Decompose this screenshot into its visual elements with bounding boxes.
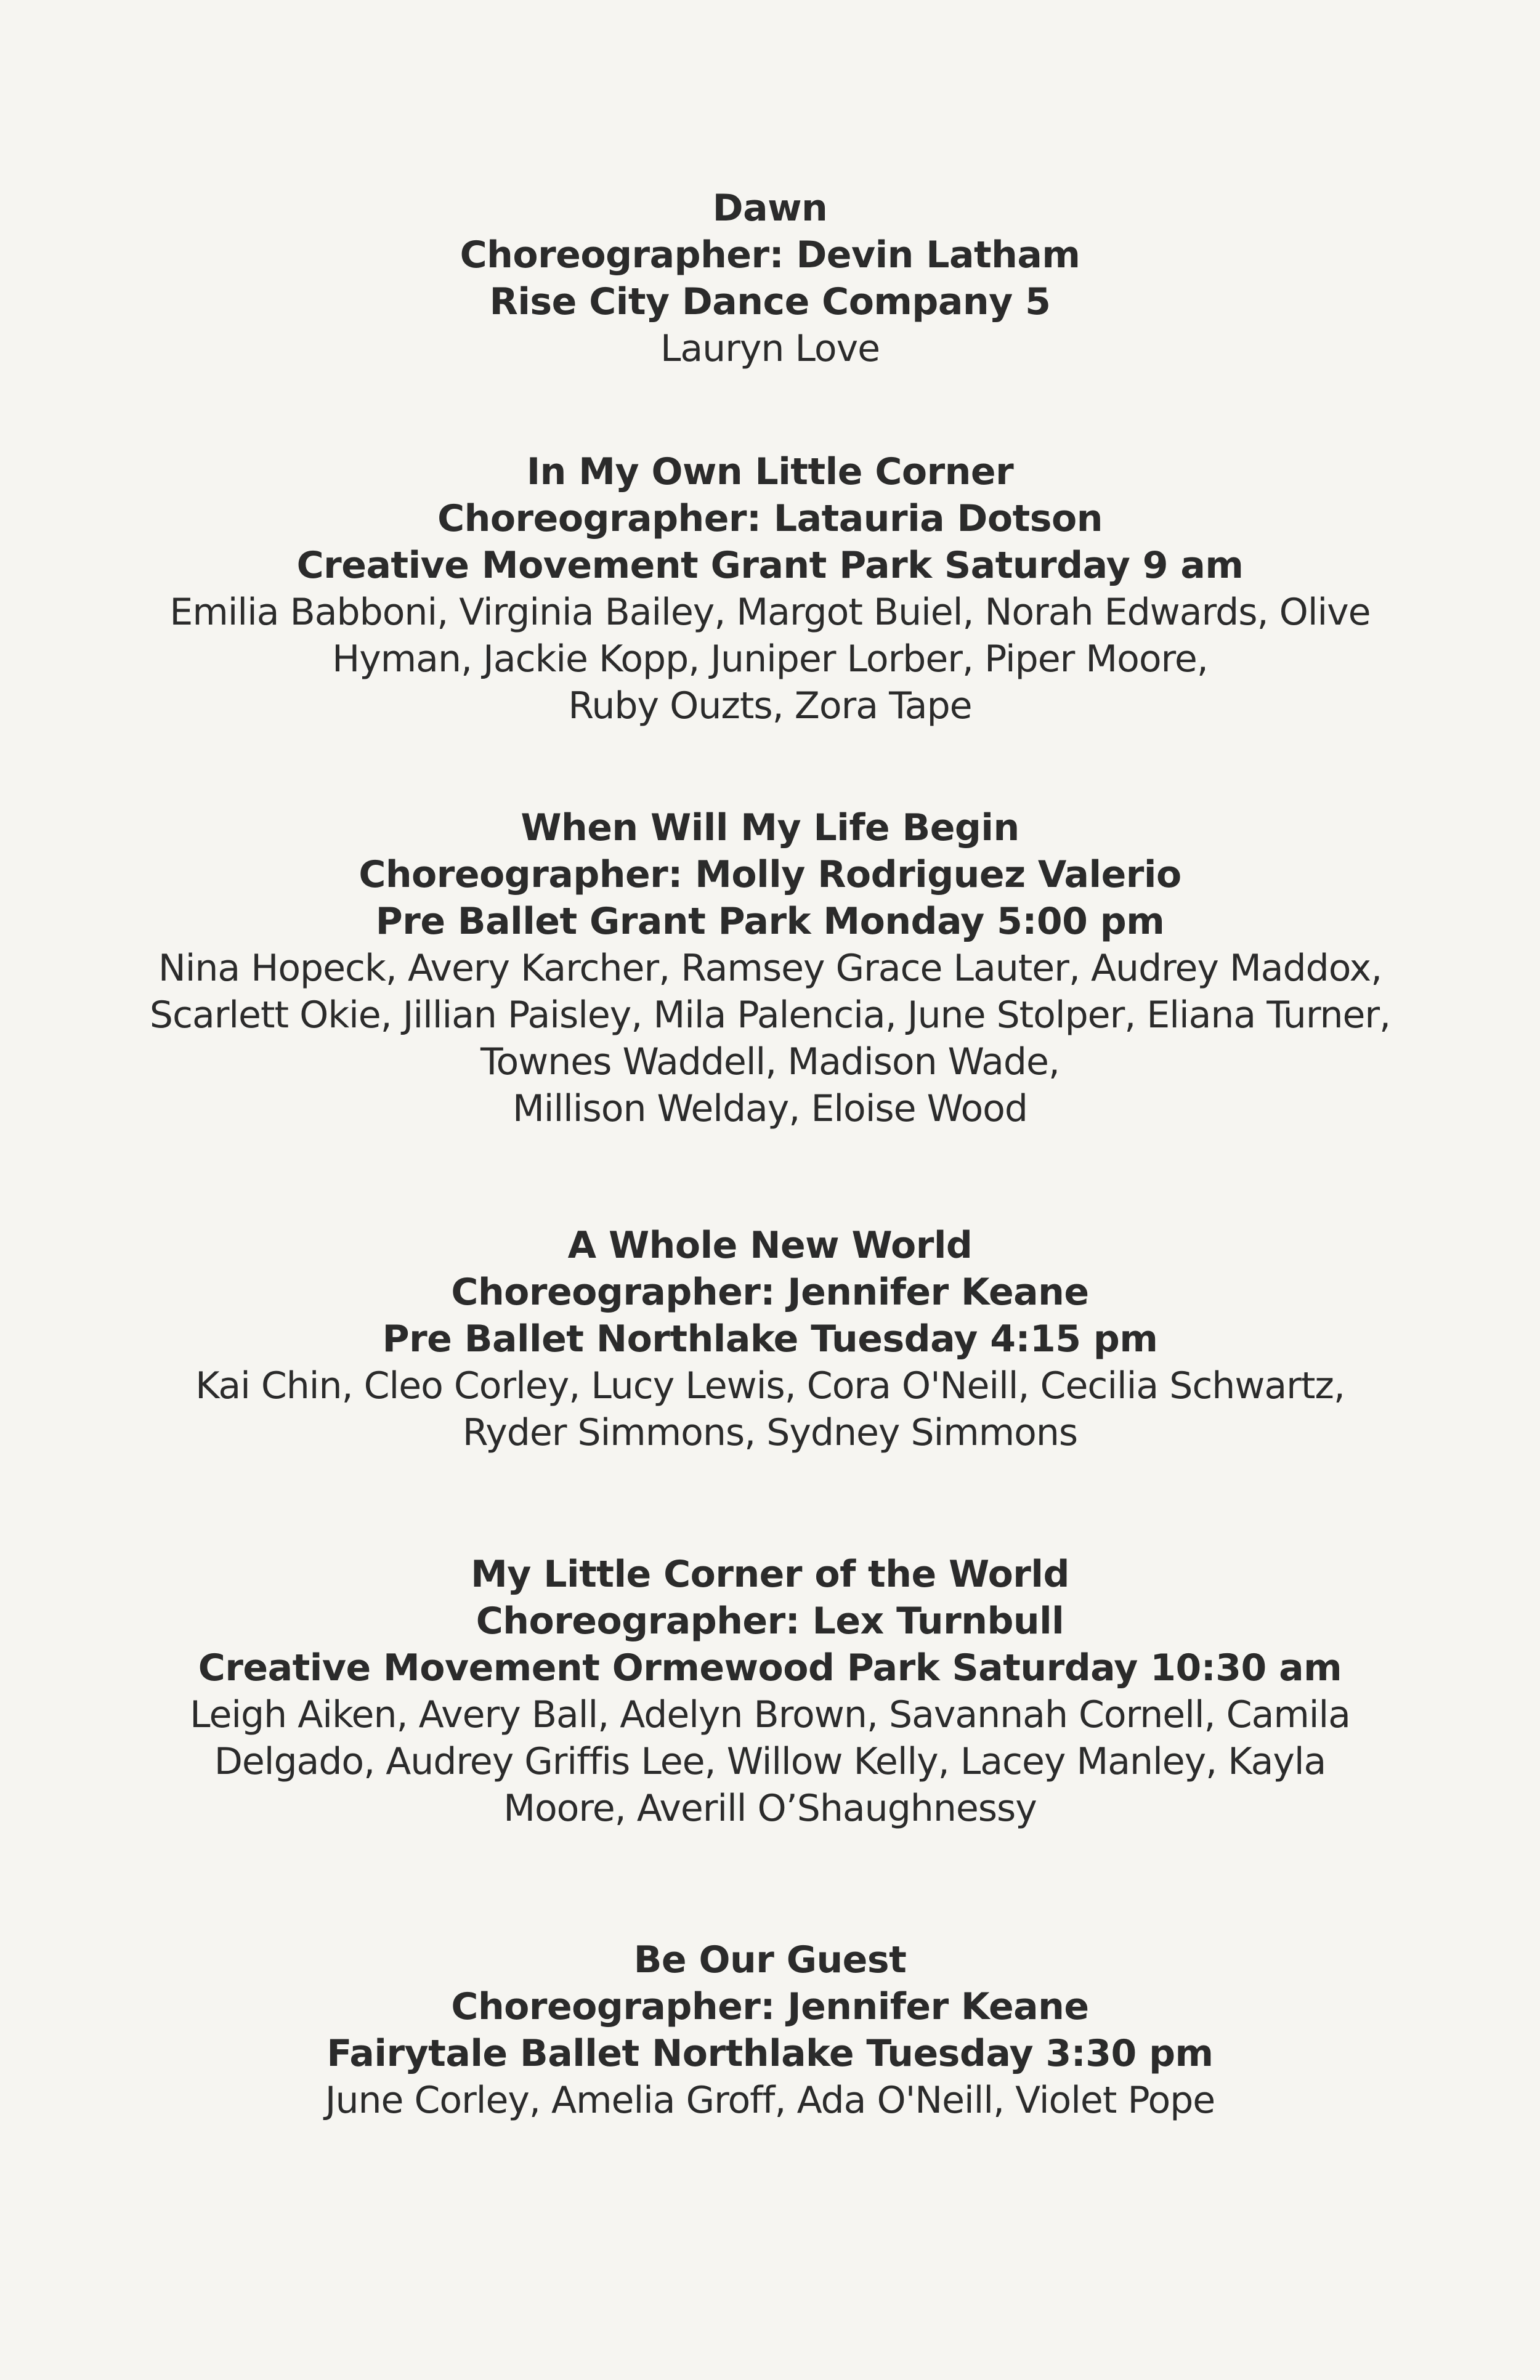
piece-title: My Little Corner of the World: [471, 1553, 1069, 1596]
class-name: Fairytale Ballet Northlake Tuesday 3:30 pm: [326, 2032, 1214, 2075]
dancer-list-line: Ryder Simmons, Sydney Simmons: [462, 1411, 1078, 1454]
dancer-list-line: Hyman, Jackie Kopp, Juniper Lorber, Piper Moore,: [332, 638, 1208, 681]
program-entry: [0, 804, 1540, 1132]
choreographer-line: Choreographer: Jennifer Keane: [451, 1271, 1089, 1314]
choreographer-line: Choreographer: Latauria Dotson: [437, 497, 1103, 540]
dancer-list-line: Leigh Aiken, Avery Ball, Adelyn Brown, Savannah Cornell, Camila: [190, 1693, 1350, 1736]
piece-title: A Whole New World: [567, 1224, 973, 1267]
dancer-list-line: Townes Waddell, Madison Wade,: [480, 1040, 1060, 1083]
class-name: Rise City Dance Company 5: [489, 280, 1051, 323]
program-entry: [0, 1937, 1540, 2124]
dancer-list-line: Scarlett Okie, Jillian Paisley, Mila Palencia, June Stolper, Eliana Turner,: [149, 994, 1391, 1037]
program-entry: [0, 1222, 1540, 1456]
dancer-list-line: Lauryn Love: [660, 327, 880, 370]
piece-title: Dawn: [712, 187, 828, 230]
dancer-list-line: June Corley, Amelia Groff, Ada O'Neill, Violet Pope: [325, 2079, 1215, 2122]
program-entry: [0, 1551, 1540, 1832]
class-name: Creative Movement Grant Park Saturday 9 am: [296, 544, 1244, 587]
class-name: Pre Ballet Northlake Tuesday 4:15 pm: [382, 1318, 1158, 1361]
program-entry: [0, 185, 1540, 372]
dancer-list-line: Millison Welday, Eloise Wood: [513, 1087, 1027, 1130]
choreographer-line: Choreographer: Devin Latham: [460, 233, 1080, 277]
piece-title: In My Own Little Corner: [526, 450, 1014, 493]
dancer-list-line: Kai Chin, Cleo Corley, Lucy Lewis, Cora O'Neill, Cecilia Schwartz,: [195, 1364, 1345, 1407]
piece-title: Be Our Guest: [633, 1938, 907, 1981]
class-name: Pre Ballet Grant Park Monday 5:00 pm: [375, 900, 1165, 943]
dancer-list-line: Ruby Ouzts, Zora Tape: [568, 684, 972, 727]
class-name: Creative Movement Ormewood Park Saturday 10:30 am: [198, 1646, 1342, 1690]
program-entry: [0, 448, 1540, 729]
dancer-list-line: Nina Hopeck, Avery Karcher, Ramsey Grace Lauter, Audrey Maddox,: [158, 947, 1382, 990]
choreographer-line: Choreographer: Molly Rodriguez Valerio: [359, 853, 1181, 896]
choreographer-line: Choreographer: Jennifer Keane: [451, 1985, 1089, 2028]
dancer-list-line: Delgado, Audrey Griffis Lee, Willow Kelly, Lacey Manley, Kayla: [214, 1740, 1326, 1783]
dancer-list-line: Emilia Babboni, Virginia Bailey, Margot Buiel, Norah Edwards, Olive: [169, 591, 1371, 634]
dancer-list-line: Moore, Averill O’Shaughnessy: [503, 1787, 1037, 1830]
piece-title: When Will My Life Begin: [521, 806, 1019, 849]
choreographer-line: Choreographer: Lex Turnbull: [476, 1600, 1064, 1643]
